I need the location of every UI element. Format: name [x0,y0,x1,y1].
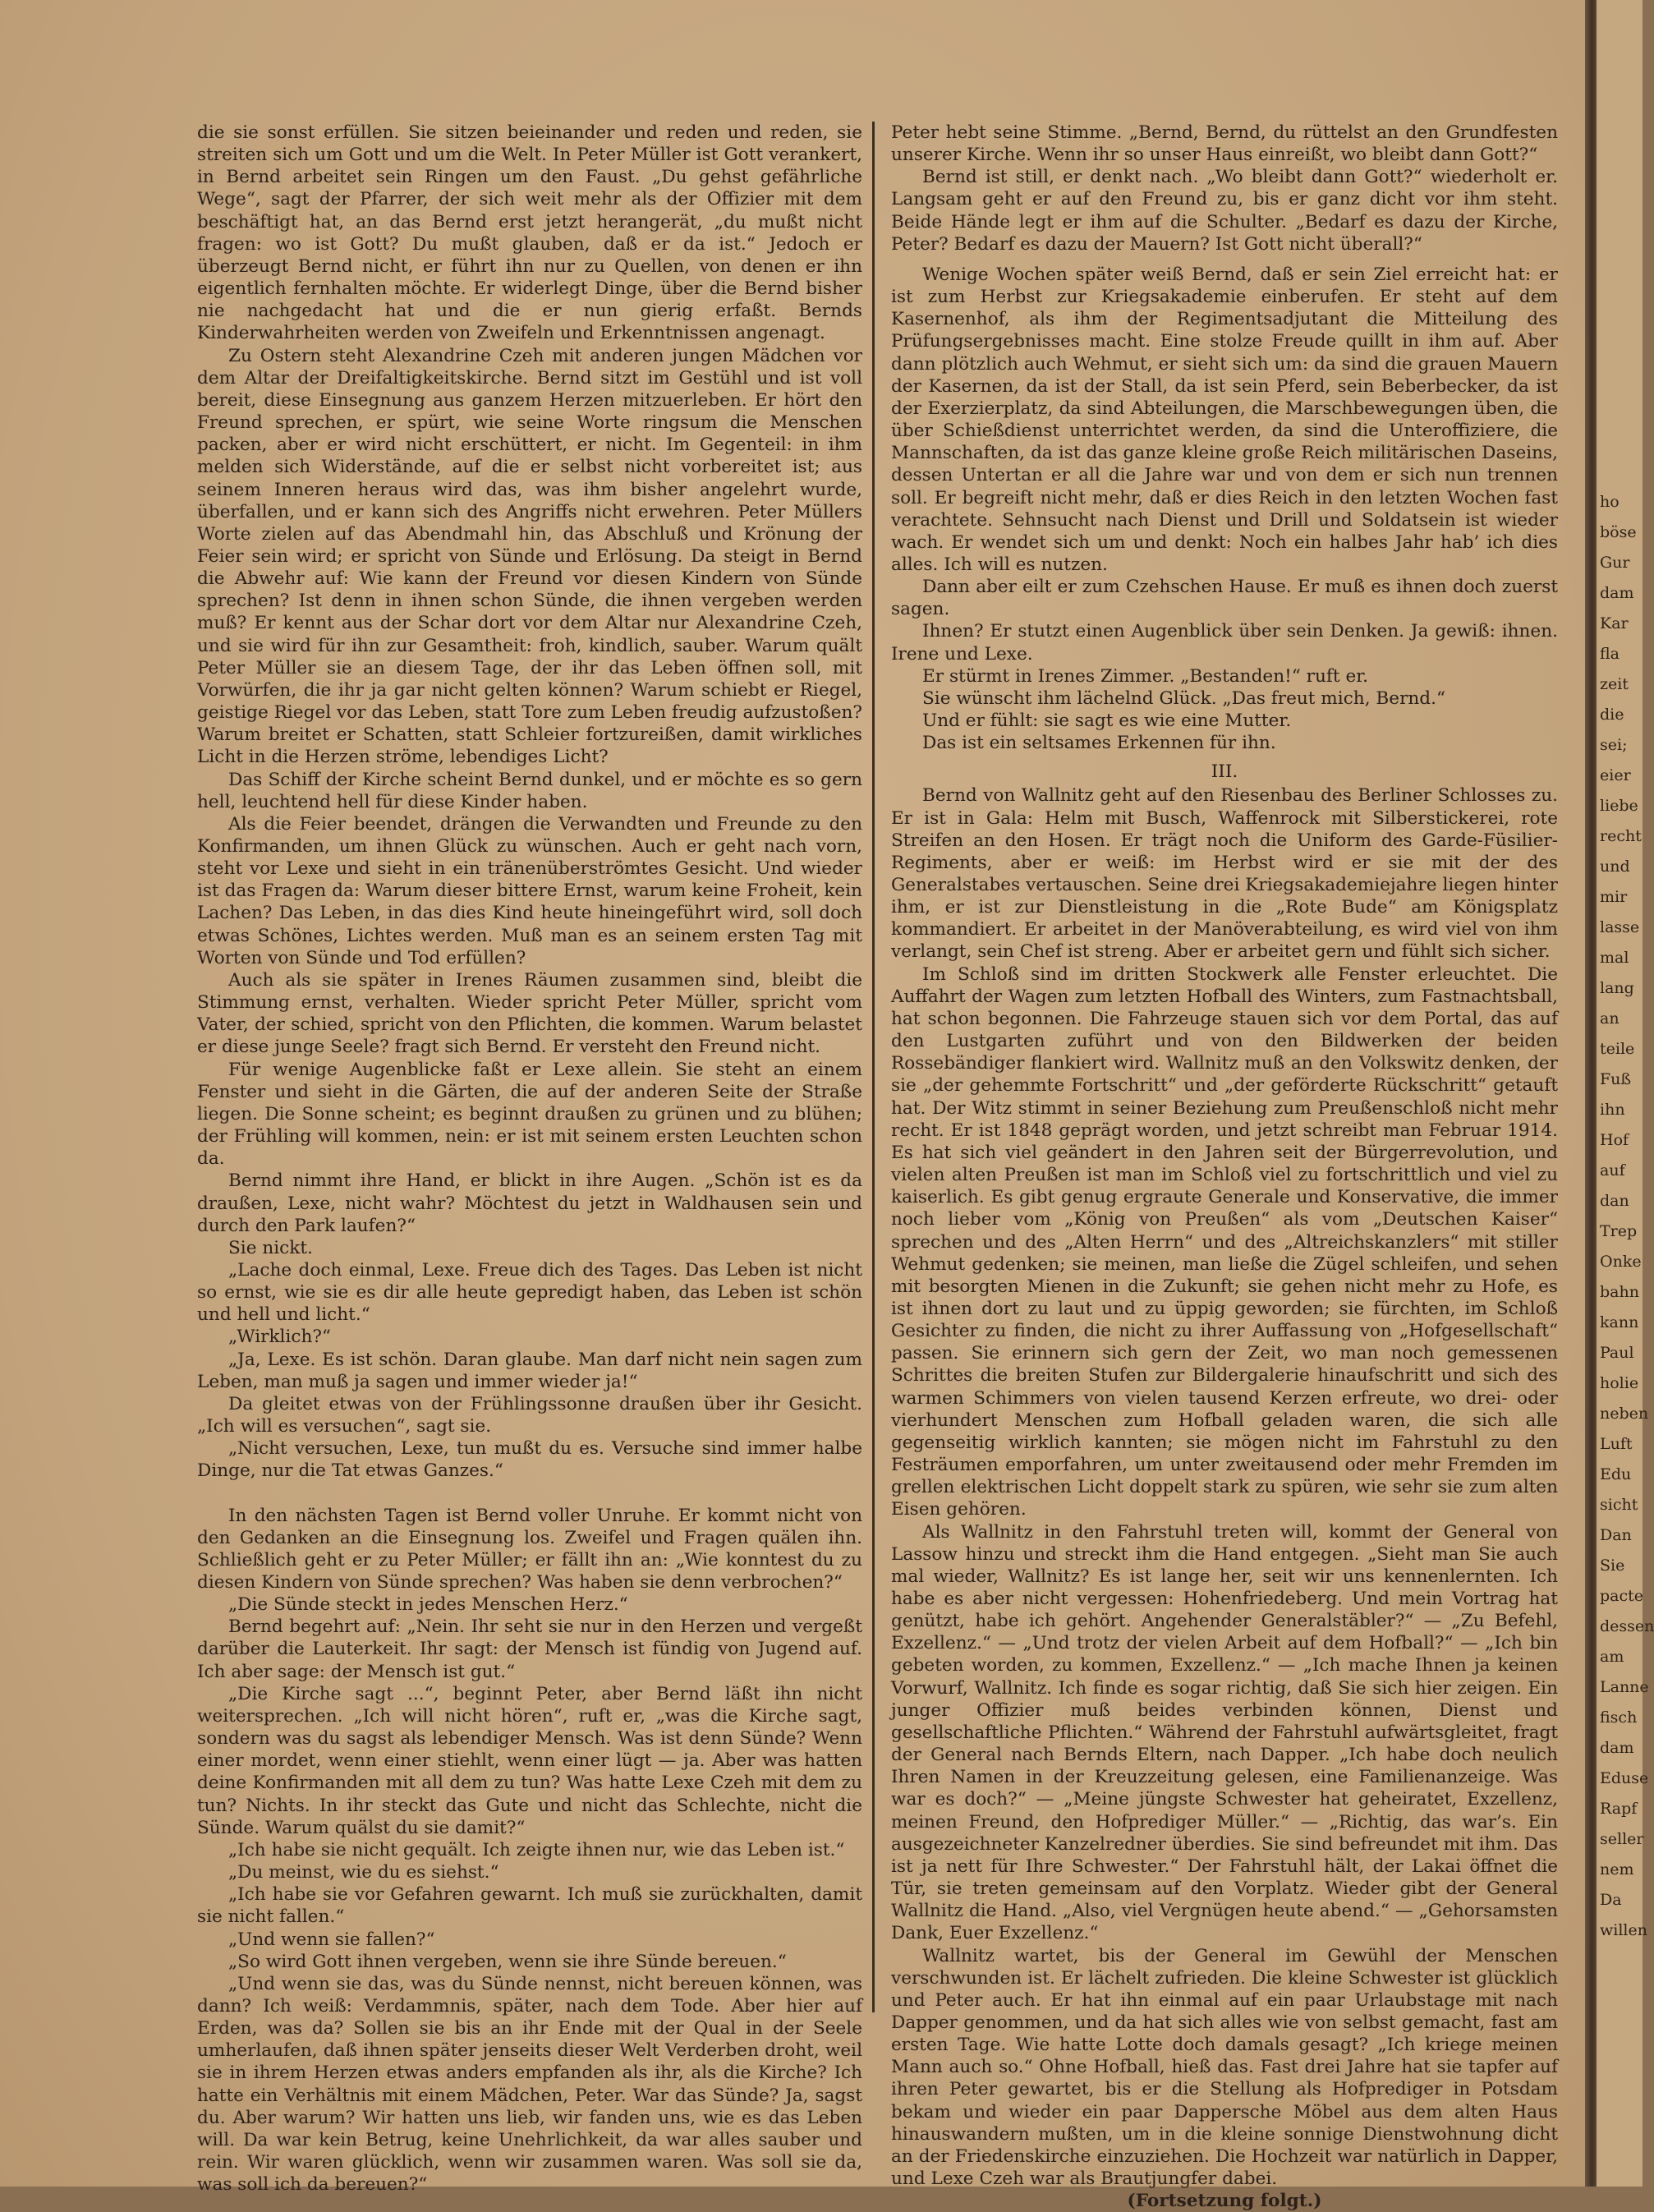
adjacent-page-fragment: dam [1600,1739,1634,1757]
adjacent-page-fragment: recht [1600,827,1642,845]
adjacent-page-fragment: Dan [1600,1526,1632,1544]
paragraph: „Wirklich?“ [228,1327,331,1348]
adjacent-page-fragment: eier [1600,766,1631,784]
adjacent-page-fragment: Edu [1600,1465,1632,1483]
column-rule [872,122,875,2012]
adjacent-page-fragment: zeit [1600,675,1629,693]
paragraph: Als die Feier beendet, drängen die Verwandten und Freunde zu den Konfirmanden, um ihnen Glück zu wünschen. Auch er geht nach vorn, steht vor Lexe und sieht in ein tränenüberströmtes Gesicht. Und wieder ist das Fragen da: Warum dieser bittere Ernst, warum keine Froheit, kein Lachen? Das Leben, in das dies Kind heute hineingeführt wird, soll doch etwas Schönes, Lichtes werden. Muß man es an seinem ersten Tag mit Worten von Sünde und Tod erfüllen? [197,813,862,968]
paragraph: „So wird Gott ihnen vergeben, wenn sie ihre Sünde bereuen.“ [228,1951,787,1972]
adjacent-page-fragment: lasse [1600,918,1640,936]
adjacent-page-fragment: neben [1600,1405,1649,1423]
adjacent-page-edge [1597,0,1654,2187]
adjacent-page-fragment: mal [1600,949,1629,967]
paragraph: „Und wenn sie fallen?“ [228,1929,435,1950]
adjacent-page-fragment: bahn [1600,1283,1639,1301]
paragraph: Bernd nimmt ihre Hand, er blickt in ihre Augen. „Schön ist es da draußen, Lexe, nicht wahr? Möchtest du jetzt in Waldhausen sein und durch den Park laufen?“ [197,1170,862,1236]
paragraph: „Ich habe sie vor Gefahren gewarnt. Ich muß sie zurückhalten, damit sie nicht fallen.“ [197,1884,862,1928]
adjacent-page-fragment: sei; [1600,736,1628,754]
adjacent-page-fragment: Fuß [1600,1070,1632,1088]
paragraph: In den nächsten Tagen ist Bernd voller Unruhe. Er kommt nicht von den Gedanken an die Einsegnung los. Zweifel und Fragen quälen ihn. Schließlich geht er zu Peter Müller; er fällt ihn an: „Wie konntest du zu diesen Kindern von Sünde sprechen? Was haben sie denn verbrochen?“ [197,1505,862,1593]
adjacent-page-fragment: holie [1600,1374,1639,1392]
paragraph: Da gleitet etwas von der Frühlingssonne draußen über ihr Gesicht. „Ich will es versuchen“, sagt sie. [197,1393,862,1437]
adjacent-page-fragment: liebe [1600,797,1638,815]
paragraph: Zu Ostern steht Alexandrine Czeh mit anderen jungen Mädchen vor dem Altar der Dreifaltigkeitskirche. Bernd sitzt im Gestühl und ist voll bereit, diese Einsegnung aus ganzem Herzen mitzuerleben. Er hört den Freund sprechen, er spürt, wie seine Worte ringsum die Menschen packen, aber er wird nicht erschüttert, er nicht. Im Gegenteil: in ihm melden sich Widerstände, auf die er selbst nicht vorbereitet ist; aus seinem Inneren heraus wird das, was ihm bisher angelehrt wurde, überfallen, und er kann sich des Angriffs nicht erwehren. Peter Müllers Worte zielen auf das Abendmahl hin, das Abschluß und Krönung der Feier sein wird; er spricht von Sünde und Erlösung. Da steigt in Bernd die Abwehr auf: Wie kann der Freund vor diesen Kindern von Sünde sprechen? Ist denn in ihnen schon Sünde, die ihnen vergeben werden muß? Er kennt aus der Schar dort vor dem Altar nur Alexandrine Czeh, und sie wird für ihn zur Gesamtheit: froh, kindlich, sauber. Warum quält Peter Müller sie an diesem Tage, der ihr das Leben öffnen soll, mit Vorwürfen, die ihr ja gar nicht gelten können? Warum schiebt er Riegel, geistige Riegel vor das Leben, statt Tore zum Leben freudig aufzustoßen? Warum breitet er Schatten, statt Schleier fortzureißen, damit wirkliches Licht in die Herzen ströme, lebendiges Licht? [197,345,862,768]
adjacent-page-fragment: dam [1600,584,1634,602]
paragraph: Bernd ist still, er denkt nach. „Wo bleibt dann Gott?“ wiederholt er. Langsam geht er auf den Freund zu, bis er ganz dicht vor ihm steht. Beide Hände legt er ihm auf die Schulter. „Bedarf es dazu der Kirche, Peter? Bedarf es dazu der Mauern? Ist Gott nicht überall?“ [891,167,1558,255]
paragraph: Wenige Wochen später weiß Bernd, daß er sein Ziel erreicht hat: er ist zum Herbst zur Kriegsakademie einberufen. Er steht auf dem Kasernenhof, als ihm der Regimentsadjutant die Mitteilung des Prüfungsergebnisses macht. Eine stolze Freude quillt in ihm auf. Aber dann plötzlich auch Wehmut, er sieht sich um: da sind die grauen Mauern der Kasernen, da ist der Stall, da ist sein Pferd, sein Beberbecker, da ist der Exerzierplatz, da sind Abteilungen, die Marschbewegungen üben, die über Schießdienst unterrichtet werden, da sind die Unteroffiziere, die Mannschaften, da ist das ganze kleine große Reich militärischen Daseins, dessen Untertan er all die Jahre war und von dem er sich nun trennen soll. Er begreift nicht mehr, daß er dies Reich in den letzten Wochen fast verachtete. Sehnsucht nach Dienst und Drill und Soldatsein ist wieder wach. Er wendet sich um und denkt: Noch ein halbes Jahr hab’ ich dies alles. Ich will es nutzen. [891,264,1558,575]
adjacent-page-fragment: Sie [1600,1557,1625,1575]
paragraph: „Die Sünde steckt in jedes Menschen Herz.“ [228,1594,628,1616]
left-column [197,122,862,2196]
paragraph: Ihnen? Er stutzt einen Augenblick über sein Denken. Ja gewiß: ihnen. Irene und Lexe. [891,621,1558,665]
paragraph: Auch als sie später in Irenes Räumen zusammen sind, bleibt die Stimmung ernst, verhalten. Wieder spricht Peter Müller, spricht vom Vater, der schied, spricht von den Pflichten, die kommen. Warum belastet er diese junge Seele? fragt sich Bernd. Er versteht den Freund nicht. [197,969,862,1058]
adjacent-page-fragment: ihn [1600,1101,1625,1119]
paragraph: „Und wenn sie das, was du Sünde nennst, nicht bereuen können, was dann? Ich weiß: Verdammnis, später, nach dem Tode. Aber hier auf Erden, was da? Sollen sie bis an ihr Ende mit der Qual in der Seele umherlaufen, daß ihnen später jenseits dieser Welt Verderben droht, weil sie in ihrem Herzen etwas anders empfanden als ihr, als die Kirche? Ich hatte ein Verhältnis mit einem Mädchen, Peter. War das Sünde? Ja, sagst du. Aber warum? Wir hatten uns lieb, wir fanden uns, wie es das Leben will. Da war kein Betrug, keine Unehrlichkeit, da war alles sauber und rein. Wir waren glücklich, wenn wir zusammen waren. Was soll sie da, was soll ich da bereuen?“ [197,1973,862,2196]
paragraph: Wallnitz wartet, bis der General im Gewühl der Menschen verschwunden ist. Er lächelt zufrieden. Die kleine Schwester ist glücklich und Peter auch. Er hat ihn einmal auf ein paar Urlaubstage mit nach Dapper genommen, und da hat sich alles wie von selbst gemacht, fast am ersten Tage. Wie hatte Lotte doch damals gesagt? „Ich kriege meinen Mann auch so.“ Ohne Hofball, hieß das. Fast drei Jahre hat sie tapfer auf ihren Peter gewartet, bis er die Stellung als Hofprediger in Potsdam bekam und wieder ein paar Dappersche Möbel aus dem alten Haus hinauswandern mußten, um in die kleine sonnige Dienstwohnung dicht an der Friedenskirche einzuziehen. Die Hochzeit war natürlich in Dapper, und Lexe Czeh war als Brautjungfer dabei. [891,1945,1558,2190]
adjacent-page-fragment: Da [1600,1891,1622,1909]
book-spine [1585,0,1597,2187]
adjacent-page-fragment: Paul [1600,1344,1634,1362]
paragraph: Bernd begehrt auf: „Nein. Ihr seht sie nur in den Herzen und vergeßt darüber die Lauterkeit. Ihr sagt: der Mensch ist fündig von Jugend auf. Ich aber sage: der Mensch ist gut.“ [197,1616,862,1682]
paragraph: Das ist ein seltsames Erkennen für ihn. [922,733,1276,754]
paragraph: Sie nickt. [228,1237,313,1258]
adjacent-page-fragment: die [1600,706,1624,724]
adjacent-page-fragment: an [1600,1009,1620,1028]
adjacent-page-fragment: fisch [1600,1708,1638,1727]
adjacent-page-fragment: Lanne [1600,1678,1649,1696]
right-column [891,122,1558,2212]
adjacent-page-fragment: willen [1600,1921,1647,1939]
adjacent-page-fragment: böse [1600,523,1637,541]
section-heading: III. [1211,761,1238,783]
adjacent-page-fragment: Gur [1600,554,1630,572]
adjacent-page-fragment: ho [1600,493,1620,511]
adjacent-page-fragment: dessen [1600,1617,1654,1635]
adjacent-page-fragment: sicht [1600,1496,1638,1514]
paragraph: „Du meinst, wie du es siehst.“ [228,1862,499,1883]
paragraph: „Ich habe sie nicht gequält. Ich zeigte ihnen nur, wie das Leben ist.“ [228,1839,845,1860]
adjacent-page-fragment: und [1600,858,1630,876]
adjacent-page-fragment: dan [1600,1192,1629,1210]
adjacent-page-fragment: pacte [1600,1587,1644,1605]
paragraph: „Lache doch einmal, Lexe. Freue dich des Tages. Das Leben ist nicht so ernst, wie sie es dir alle heute gepredigt haben, das Leben ist schön und hell und licht.“ [197,1259,862,1326]
continuation-note: (Fortsetzung folgt.) [1127,2191,1322,2212]
adjacent-page-fragment: mir [1600,888,1628,906]
adjacent-page-fragment: lang [1600,979,1634,997]
paragraph: Sie wünscht ihm lächelnd Glück. „Das freut mich, Bernd.“ [922,688,1446,709]
paragraph: „Ja, Lexe. Es ist schön. Daran glaube. Man darf nicht nein sagen zum Leben, man muß ja sagen und immer wieder ja!“ [197,1349,862,1392]
adjacent-page-fragment: teile [1600,1040,1635,1058]
adjacent-page-fragment: am [1600,1648,1624,1666]
paragraph: Er stürmt in Irenes Zimmer. „Bestanden!“ ruft er. [922,665,1369,687]
paragraph: Bernd von Wallnitz geht auf den Riesenbau des Berliner Schlosses zu. Er ist in Gala: Helm mit Busch, Waffenrock mit Silberstickerei, rote Streifen an den Hosen. Er trägt noch die Uniform des Garde-Füsilier-Regiments, aber er weiß: im Herbst wird er sie mit der des Generalstabes vertauschen. Seine drei Kriegsakademiejahre liegen hinter ihm, er ist zur Dienstleistung in die „Rote Bude“ am Königsplatz kommandiert. Er arbeitet in der Manöverabteilung, es wird viel von ihm verlangt, sein Chef ist streng. Aber er arbeitet gern und fühlt sich sicher. [891,785,1558,963]
paragraph: Und er fühlt: sie sagt es wie eine Mutter. [922,711,1292,732]
paragraph: Peter hebt seine Stimme. „Bernd, Bernd, du rüttelst an den Grundfesten unserer Kirche. Wenn ihr so unser Haus einreißt, wo bleibt dann Gott?“ [891,122,1558,166]
adjacent-page-fragment: Rapf [1600,1800,1638,1818]
paragraph: Als Wallnitz in den Fahrstuhl treten will, kommt der General von Lassow hinzu und streckt ihm die Hand entgegen. „Sieht man Sie auch mal wieder, Wallnitz? Es ist lange her, seit wir uns kennenlernten. Ich habe es aber nicht vergessen: Hohenfriedeberg. Und mein Vortrag hat genützt, habe ich gehört. Angehender Generalstäbler?“ — „Zu Befehl, Exzellenz.“ — „Und trotz der vielen Arbeit auf dem Hofball?“ — „Ich bin gebeten worden, zu kommen, Exzellenz.“ — „Ich mache Ihnen ja keinen Vorwurf, Wallnitz. Ich finde es sogar richtig, daß Sie sich hier zeigen. Ein junger Offizier muß beides verbinden können, Dienst und gesellschaftliche Pflichten.“ Während der Fahrstuhl aufwärtsgleitet, fragt der General nach Bernds Eltern, nach Dapper. „Ich habe doch neulich Ihren Namen in der Kreuzzeitung gelesen, eine Familienanzeige. Was war es doch?“ — „Meine jüngste Schwester hat geheiratet, Exzellenz, meinen Freund, den Hofprediger Müller.“ — „Richtig, das war’s. Ein ausgezeichneter Kanzelredner überdies. Sie sind befreundet mit ihm. Das ist ja nett für Ihre Schwester.“ Der Fahrstuhl hält, der Lakai öffnet die Tür, sie treten gemeinsam auf den Vorplatz. Wieder gibt der General Wallnitz die Hand. „Also, viel Vergnügen heute abend.“ — „Gehorsamsten Dank, Euer Exzellenz.“ [891,1521,1558,1944]
paragraph: „Nicht versuchen, Lexe, tun mußt du es. Versuche sind immer halbe Dinge, nur die Tat etwas Ganzes.“ [197,1438,862,1482]
paragraph: „Die Kirche sagt ...“, beginnt Peter, aber Bernd läßt ihn nicht weitersprechen. „Ich will nicht hören“, ruft er, „was die Kirche sagt, sondern was du sagst als lebendiger Mensch. Was ist denn Sünde? Wenn einer mordet, wenn einer stiehlt, wenn einer lügt — ja. Aber was hatten deine Konfirmanden mit all dem zu tun? Was hatte Lexe Czeh mit dem zu tun? Nichts. In ihr steckt das Gute und nicht das Schlechte, nicht die Sünde. Warum quälst du sie damit?“ [197,1683,862,1838]
adjacent-page-fragment: Hof [1600,1131,1629,1149]
adjacent-page-fragment: Eduse [1600,1769,1649,1787]
adjacent-page-fragment: Trep [1600,1222,1638,1240]
adjacent-page-fragment: Kar [1600,614,1629,632]
paragraph: Im Schloß sind im dritten Stockwerk alle Fenster erleuchtet. Die Auffahrt der Wagen zum letzten Hofball des Winters, zum Fastnachtsball, hat schon begonnen. Die Fahrzeuge stauen sich vor dem Portal, das auf den Lustgarten zuführt und von den Bildwerken der beiden Rossebändiger flankiert wird. Wallnitz muß an den Volkswitz denken, der sie „der gehemmte Fortschritt“ und „der geförderte Rückschritt“ getauft hat. Der Witz stimmt in seiner Beziehung zum Preußenschloß nicht mehr recht. Er ist 1848 geprägt worden, und jetzt schreibt man Februar 1914. Es hat sich viel geändert in den Jahren seit der Bürgerrevolution, und vielen alten Preußen ist man im Schloß viel zu fortschrittlich und viel zu kaiserlich. Es gibt genug ergraute Generale und Konservative, die immer noch lieber vom „König von Preußen“ als vom „Deutschen Kaiser“ sprechen und des „Alten Herrn“ und des „Altreichskanzlers“ mit stiller Wehmut gedenken; sie meinen, man ließe die Zügel schleifen, und sehen mit besorgten Mienen in die Zukunft; sie gehen nicht mehr zu Hofe, es ist ihnen dort zu laut und zu üppig geworden; sie fürchten, im Schloß Gesichter zu finden, die nicht zu ihrer Auffassung von „Hofgesellschaft“ passen. Sie erinnern sich gern der Zeit, wo man noch gemessenen Schrittes die breiten Stufen zur Bildergalerie hinaufschritt und sich des warmen Schimmers von vielen tausend Kerzen erfreute, wo drei- oder vierhundert Menschen zum Hofball geladen waren, die sich alle gegenseitig wirklich kannten; sie mögen nicht im Fahrstuhl zu den Festräumen emporfahren, um unter zweitausend oder mehr Fremden im grellen elektrischen Licht doppelt stark zu spüren, wie sehr sie zum alten Eisen gehören. [891,963,1558,1520]
adjacent-page-fragment: fla [1600,645,1620,663]
paragraph: Das Schiff der Kirche scheint Bernd dunkel, und er möchte es so gern hell, leuchtend hell für diese Kinder haben. [197,769,862,812]
adjacent-page-fragment: auf [1600,1161,1625,1180]
adjacent-page-fragment: Onke [1600,1253,1642,1271]
adjacent-page-fragment: Luft [1600,1435,1633,1453]
adjacent-page-fragment: seller [1600,1830,1644,1848]
paragraph: Für wenige Augenblicke faßt er Lexe allein. Sie steht an einem Fenster und sieht in die Gärten, die auf der anderen Seite der Straße liegen. Die Sonne scheint; es beginnt draußen zu grünen und zu blühen; der Frühling will kommen, nein: er ist mit seinem ersten Leuchten schon da. [197,1059,862,1170]
paragraph: Dann aber eilt er zum Czehschen Hause. Er muß es ihnen doch zuerst sagen. [891,577,1558,620]
paragraph: die sie sonst erfüllen. Sie sitzen beieinander und reden und reden, sie streiten sich um Gott und um die Welt. In Peter Müller ist Gott verankert, in Bernd arbeitet sein Ringen um den Faust. „Du gehst gefährliche Wege“, sagt der Pfarrer, der sich weit mehr als der Offizier mit dem beschäftigt hat, an das Bernd erst jetzt herangerät, „du mußt nicht fragen: wo ist Gott? Du mußt glauben, daß er da ist.“ Jedoch er überzeugt Bernd nicht, er führt ihn nur zu Quellen, von denen er ihn eigentlich fernhalten möchte. Er widerlegt Dinge, über die Bernd bisher nie nachgedacht hat und die er nun gierig erfaßt. Bernds Kinderwahrheiten werden von Zweifeln und Erkenntnissen angenagt. [197,122,862,344]
adjacent-page-fragment: nem [1600,1860,1634,1879]
adjacent-page-fragment: kann [1600,1313,1639,1331]
